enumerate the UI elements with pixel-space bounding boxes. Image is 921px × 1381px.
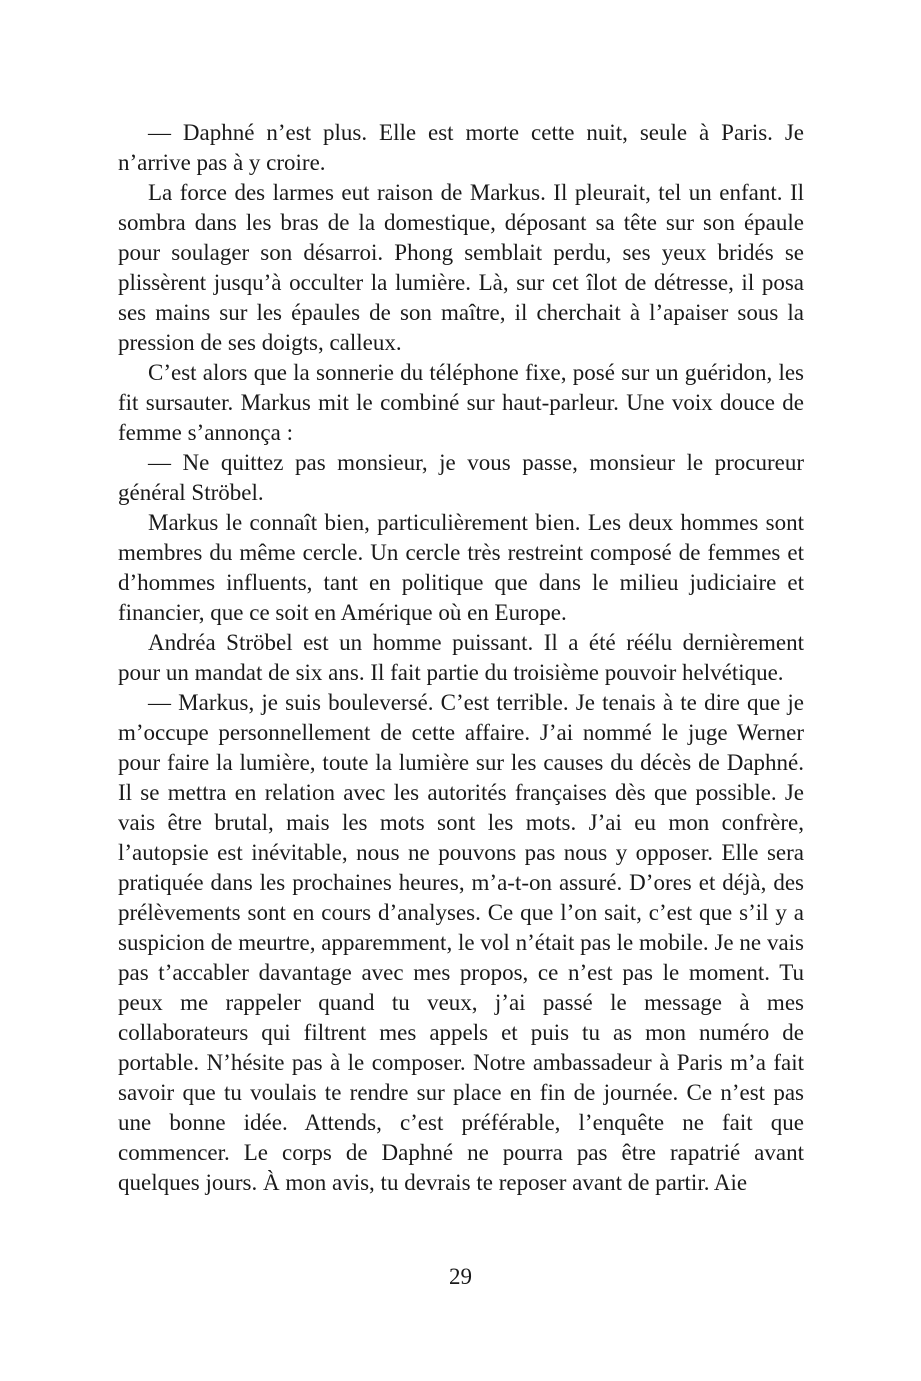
paragraph: — Markus, je suis bouleversé. C’est terrible. Je tenais à te dire que je m’occupe personnellement de cette affaire. J’ai nommé le juge Werner pour faire la lumière, toute la lumière sur les causes du décès de Daphné. Il se mettra en relation avec les autorités françaises dès que possible. Je vais être brutal, mais les mots sont les mots. J’ai eu mon confrère, l’autopsie est inévitable, nous ne pouvons pas nous y opposer. Elle sera pratiquée dans les prochaines heures, m’a-t-on assuré. D’ores et déjà, des prélèvements sont en cours d’analyses. Ce que l’on sait, c’est que s’il y a suspicion de meurtre, apparemment, le vol n’était pas le mobile. Je ne vais pas t’accabler davantage avec mes propos, ce n’est pas le moment. Tu peux me rappeler quand tu veux, j’ai passé le message à mes collaborateurs qui filtrent mes appels et puis tu as mon numéro de portable. N’hésite pas à le composer. Notre ambassadeur à Paris m’a fait savoir que tu voulais te rendre sur place en fin de journée. Ce n’est pas une bonne idée. Attends, c’est préférable, l’enquête ne fait que commencer. Le corps de Daphné ne pourra pas être rapatrié avant quelques jours. À mon avis, tu devrais te reposer avant de partir. Aie: [118, 690, 804, 1195]
paragraph: — Ne quittez pas monsieur, je vous passe, monsieur le procureur général Ströbel.: [118, 450, 804, 505]
paragraph: — Daphné n’est plus. Elle est morte cette nuit, seule à Paris. Je n’arrive pas à y croire.: [118, 120, 804, 175]
paragraph: C’est alors que la sonnerie du téléphone fixe, posé sur un guéridon, les fit sursauter. Markus mit le combiné sur haut-parleur. Une voix douce de femme s’annonça :: [118, 360, 804, 445]
page-number: 29: [449, 1264, 472, 1289]
paragraph: Andréa Ströbel est un homme puissant. Il a été réélu dernièrement pour un mandat de six ans. Il fait partie du troisième pouvoir helvétique.: [118, 630, 804, 685]
page-body: [118, 118, 804, 1198]
paragraph: La force des larmes eut raison de Markus. Il pleurait, tel un enfant. Il sombra dans les bras de la domestique, déposant sa tête sur son épaule pour soulager son désarroi. Phong semblait perdu, ses yeux bridés se plissèrent jusqu’à occulter la lumière. Là, sur cet îlot de détresse, il posa ses mains sur les épaules de son maître, il cherchait à l’apaiser sous la pression de ses doigts, calleux.: [118, 180, 804, 355]
paragraph: Markus le connaît bien, particulièrement bien. Les deux hommes sont membres du même cercle. Un cercle très restreint composé de femmes et d’hommes influents, tant en politique que dans le milieu judiciaire et financier, que ce soit en Amérique où en Europe.: [118, 510, 804, 625]
